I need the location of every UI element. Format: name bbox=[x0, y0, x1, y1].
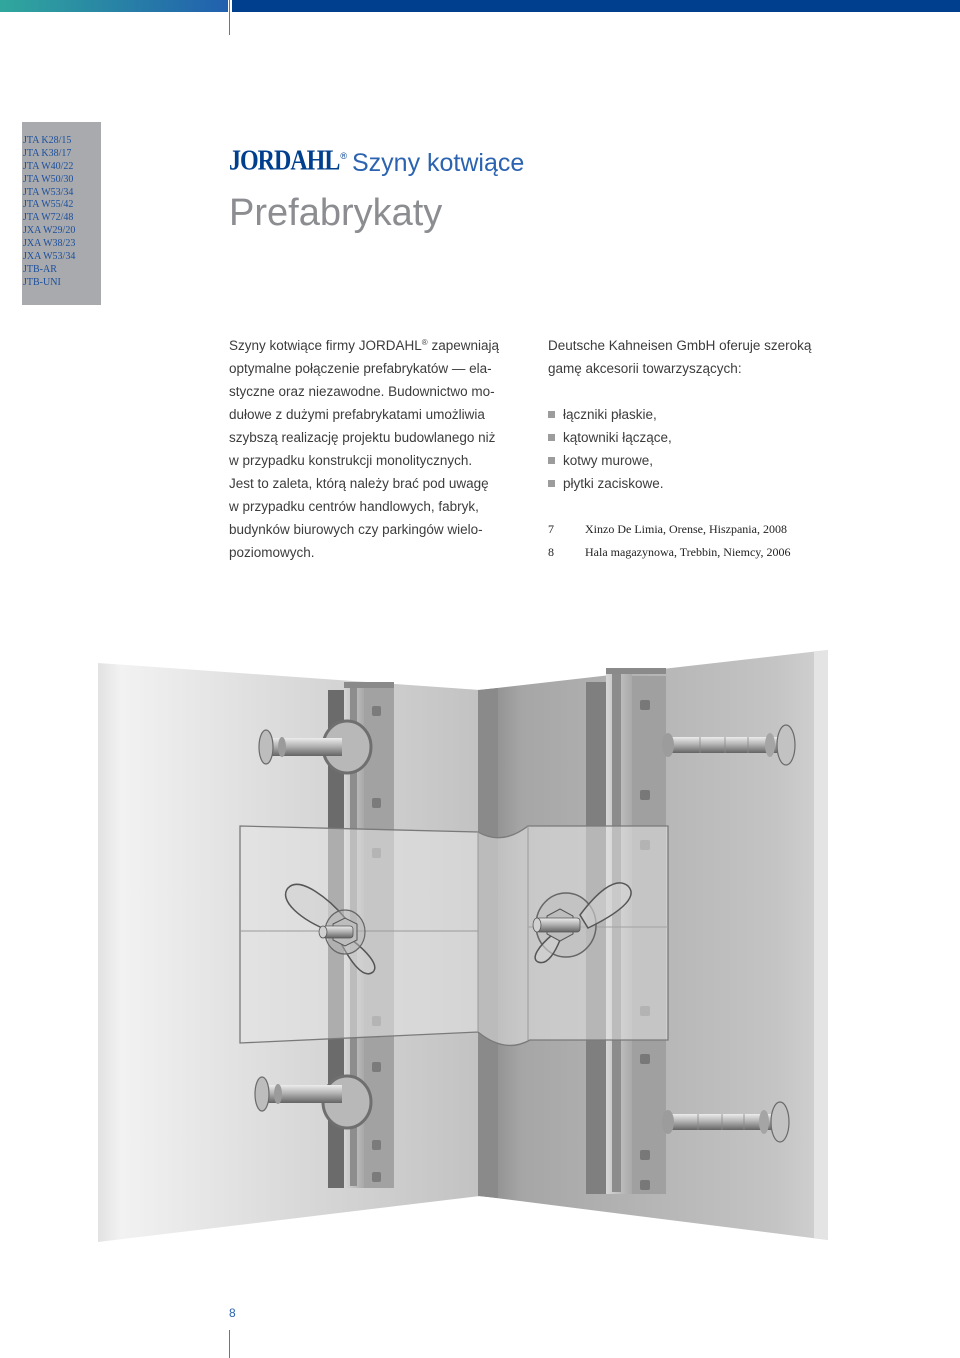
anchor-head bbox=[255, 1077, 269, 1111]
channel-notch bbox=[640, 1054, 650, 1064]
bolt-shaft bbox=[536, 918, 580, 932]
paragraph-line: optymalne połączenie prefabrykatów — ela- bbox=[229, 361, 492, 376]
bracket-plate bbox=[240, 826, 668, 1045]
anchor-channel-illustration bbox=[90, 640, 840, 1250]
bolt-end bbox=[533, 918, 541, 932]
product-item: JXA W29/20 bbox=[23, 225, 76, 237]
product-item: JTA W50/30 bbox=[23, 173, 74, 185]
product-item: JTA K28/15 bbox=[23, 135, 72, 146]
channel-notch bbox=[640, 790, 650, 800]
paragraph-line: poziomowych. bbox=[229, 545, 315, 560]
page-number: 8 bbox=[229, 1306, 236, 1320]
paragraph-line: Szyny kotwiące firmy JORDAHL® zapewniają bbox=[229, 338, 499, 353]
anchor-head bbox=[771, 1102, 789, 1142]
angle-bracket bbox=[240, 826, 668, 1045]
product-item: JTA W53/34 bbox=[23, 186, 74, 198]
spacer bbox=[548, 495, 848, 518]
paragraph-line: w przypadku konstrukcji monolitycznych. bbox=[229, 453, 473, 468]
accessories-intro-line: Deutsche Kahneisen GmbH oferuje szeroką bbox=[548, 338, 812, 353]
caption-text: Xinzo De Limia, Orense, Hiszpania, 2008 bbox=[585, 522, 787, 536]
bolt-shaft bbox=[323, 926, 353, 938]
product-list bbox=[23, 135, 101, 290]
accessory-list-item bbox=[548, 426, 848, 449]
channel-notch bbox=[372, 1172, 381, 1182]
bolt-end bbox=[319, 926, 327, 938]
paragraph-line: w przypadku centrów handlowych, fabryk, bbox=[229, 499, 479, 514]
registered-mark: ® bbox=[421, 338, 428, 347]
spacer bbox=[548, 380, 848, 403]
channel-notch bbox=[372, 1062, 381, 1072]
anchor-neck bbox=[278, 737, 286, 757]
brand-subtitle: Szyny kotwiące bbox=[351, 149, 525, 177]
paragraph-line: Jest to zaleta, którą należy brać pod uwagę bbox=[229, 476, 489, 491]
anchor-shaft bbox=[664, 737, 782, 753]
figure-caption bbox=[548, 518, 848, 541]
anchor-shaft bbox=[262, 738, 342, 756]
channel-top-cap bbox=[344, 682, 394, 688]
channel-notch bbox=[640, 700, 650, 710]
caption-number: 8 bbox=[548, 545, 554, 559]
square-bullet-icon bbox=[548, 434, 555, 441]
channel-notch bbox=[372, 1140, 381, 1150]
accessory-list-item bbox=[548, 403, 848, 426]
square-bullet-icon bbox=[548, 480, 555, 487]
product-item: JTA W55/42 bbox=[23, 199, 74, 211]
caption-number: 7 bbox=[548, 522, 554, 536]
product-item: JTA W72/48 bbox=[23, 212, 74, 224]
page-title: Prefabrykaty bbox=[229, 192, 443, 234]
top-bar-blue bbox=[232, 0, 960, 12]
channel-notch bbox=[372, 706, 381, 716]
product-item: JTB-AR bbox=[23, 263, 57, 275]
top-guide-line bbox=[229, 0, 230, 35]
product-item: JTA K38/17 bbox=[23, 147, 72, 159]
anchor-neck bbox=[274, 1084, 282, 1104]
right-wall-edge-highlight bbox=[814, 650, 828, 1240]
anchor-collar bbox=[662, 733, 674, 757]
product-item: JTA W40/22 bbox=[23, 160, 74, 172]
anchor-neck bbox=[765, 733, 775, 757]
caption-text: Hala magazynowa, Trebbin, Niemcy, 2006 bbox=[585, 545, 791, 559]
anchor-neck bbox=[759, 1110, 769, 1134]
anchor-collar bbox=[662, 1110, 674, 1134]
brand-title bbox=[229, 145, 525, 179]
bottom-guide-line bbox=[229, 1330, 230, 1358]
accessories-section bbox=[548, 334, 848, 564]
figure-caption bbox=[548, 541, 848, 564]
product-item: JTB-UNI bbox=[23, 276, 61, 288]
accessory-label: łączniki płaskie, bbox=[563, 407, 657, 422]
intro-paragraph bbox=[229, 334, 529, 564]
paragraph-line: szybszą realizację projektu budowlanego niż bbox=[229, 430, 496, 445]
product-item: JXA W38/23 bbox=[23, 238, 76, 250]
channel-top-cap bbox=[606, 668, 666, 674]
channel-notch bbox=[640, 1150, 650, 1160]
accessory-label: płytki zaciskowe. bbox=[563, 476, 664, 491]
brand-registered-mark: ® bbox=[340, 151, 347, 161]
anchor-head bbox=[259, 730, 273, 764]
square-bullet-icon bbox=[548, 411, 555, 418]
accessory-label: kątowniki łączące, bbox=[563, 430, 672, 445]
paragraph-line: budynków biurowych czy parkingów wielo- bbox=[229, 522, 483, 537]
product-item: JXA W53/34 bbox=[23, 251, 76, 263]
accessory-label: kotwy murowe, bbox=[563, 453, 654, 468]
accessories-intro-line: gamę akcesorii towarzyszących: bbox=[548, 361, 742, 376]
accessory-list-item bbox=[548, 472, 848, 495]
channel-notch bbox=[640, 1180, 650, 1190]
paragraph-line: styczne oraz niezawodne. Budownictwo mo- bbox=[229, 384, 495, 399]
top-bar-gradient bbox=[0, 0, 228, 12]
paragraph-line: dułowe z dużymi prefabrykatami umożliwia bbox=[229, 407, 485, 422]
accessory-list-item bbox=[548, 449, 848, 472]
square-bullet-icon bbox=[548, 457, 555, 464]
brand-logo: JORDAHL bbox=[229, 145, 340, 177]
anchor-head bbox=[777, 725, 795, 765]
channel-notch bbox=[372, 798, 381, 808]
product-sidebar bbox=[22, 122, 101, 305]
